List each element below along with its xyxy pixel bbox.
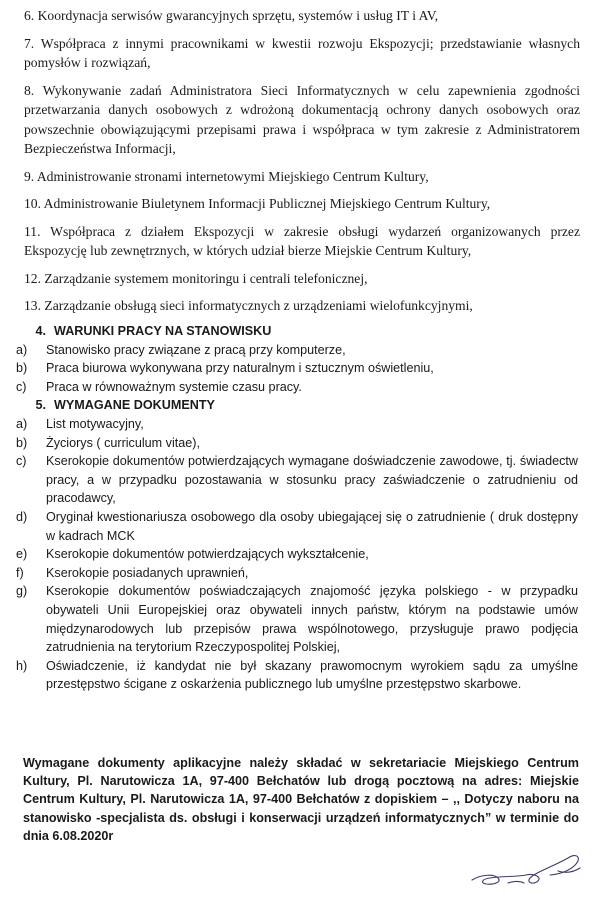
list-letter: c) xyxy=(16,379,27,394)
duty-item: 13. Zarządzanie obsługą sieci informatycznych z urządzeniami wielofunkcyjnymi, xyxy=(24,298,473,313)
list-letter: e) xyxy=(16,547,28,562)
list-letter: a) xyxy=(16,416,28,431)
section-heading-working-conditions xyxy=(16,322,578,341)
list-item xyxy=(16,582,578,656)
list-item xyxy=(16,434,578,453)
handwritten-signature-icon xyxy=(468,844,586,898)
duty-item: 9. Administrowanie stronami internetowymi Miejskiego Centrum Kultury, xyxy=(24,168,429,184)
list-text: Oryginał kwestionariusza osobowego dla osoby ubiegającej się o zatrudnienie ( druk dostępny w kadrach MCK xyxy=(46,509,578,543)
list-text: Stanowisko pracy związane z pracą przy komputerze, xyxy=(46,342,346,357)
list-letter: b) xyxy=(16,435,28,450)
list-item xyxy=(16,545,578,564)
section-heading-required-documents xyxy=(16,396,578,415)
section-title: WARUNKI PRACY NA STANOWISKU xyxy=(54,324,272,338)
list-item xyxy=(16,657,578,694)
list-text: List motywacyjny, xyxy=(46,416,144,431)
duty-item: 8. Wykonywanie zadań Administratora Sieci Informatycznych w celu zapewnienia zgodności przetwarzania danych osobowych z wdrożoną dokumentacją ochrony danych osobowych oraz powszechnie obowiązującymi przepisami prawa i współpraca w tym zakresie z Administratorem Bezpieczeństwa Informacji, xyxy=(24,82,580,156)
list-letter: b) xyxy=(16,361,28,376)
list-text: Praca biurowa wykonywana przy naturalnym i sztucznym oświetleniu, xyxy=(46,361,434,376)
submission-instructions: Wymagane dokumenty aplikacyjne należy składać w sekretariacie Miejskiego Centrum Kultury, Pl. Narutowicza 1A, 97-400 Bełchatów lub drogą pocztową na adres: Miejskie Centrum Kultury, Pl. Narutowicza 1A, 97-400 Bełchatów z dopiskiem – ,, Dotyczy naboru na stanowisko -specjalista ds. obsługi i konserwacji urządzeń informatycznych” w terminie do dnia 6.08.2020r xyxy=(23,755,579,844)
list-text: Kserokopie dokumentów potwierdzających wykształcenie, xyxy=(46,547,369,562)
section-number: 5. xyxy=(35,398,46,413)
duty-item: 6. Koordynacja serwisów gwarancyjnych sprzętu, systemów i usług IT i AV, xyxy=(24,8,439,23)
list-letter: h) xyxy=(16,658,28,673)
list-text: Oświadczenie, iż kandydat nie był skazany prawomocnym wyrokiem sądu za umyślne przestępstwo ścigane z oskarżenia publicznego lub umyślne przestępstwo skarbowe. xyxy=(46,658,578,692)
duty-item: 12. Zarządzanie systemem monitoringu i centrali telefonicznej, xyxy=(24,270,368,286)
list-text: Kserokopie posiadanych uprawnień, xyxy=(46,565,249,580)
list-letter: g) xyxy=(16,584,28,599)
list-item xyxy=(16,341,578,360)
section-title: WYMAGANE DOKUMENTY xyxy=(54,398,215,413)
list-item xyxy=(16,415,578,434)
duty-item: 7. Współpraca z innymi pracownikami w kwestii rozwoju Ekspozycji; przedstawianie własnych pomysłów i rozwiązań, xyxy=(24,35,580,70)
requirements-sections xyxy=(16,322,578,694)
list-text: Życiorys ( curriculum vitae), xyxy=(46,435,200,450)
list-letter: d) xyxy=(16,509,28,524)
list-text: Kserokopie dokumentów potwierdzających wymagane doświadczenie zawodowe, tj. świadectw pracy, a w przypadku pozostawania w stosunku pracy zaświadczenie o zatrudnieniu od pracodawcy, xyxy=(46,454,578,506)
list-letter: c) xyxy=(16,454,27,469)
list-item xyxy=(16,508,578,545)
list-item xyxy=(16,564,578,583)
duties-list xyxy=(24,6,580,316)
duty-item: 10. Administrowanie Biuletynem Informacji Publicznej Miejskiego Centrum Kultury, xyxy=(24,196,491,211)
section-number: 4. xyxy=(35,324,46,338)
list-letter: f) xyxy=(16,565,24,580)
list-item xyxy=(16,359,578,378)
list-letter: a) xyxy=(16,342,28,357)
list-item xyxy=(16,452,578,508)
list-text: Kserokopie dokumentów poświadczających znajomość języka polskiego - w przypadku obywateli Unii Europejskiej oraz obywateli innych państw, którym na podstawie umów międzynarodowych lub przepisów prawa wspólnotowego, przysługuje prawo podjęcia zatrudnienia na terytorium Rzeczypospolitej Polskiej, xyxy=(46,584,578,655)
duty-item: 11. Współpraca z działem Ekspozycji w zakresie obsługi wydarzeń organizowanych przez Ekspozycję lub zewnętrznych, w których udział bierze Miejskie Centrum Kultury, xyxy=(24,223,580,258)
list-item xyxy=(16,378,578,397)
list-text: Praca w równoważnym systemie czasu pracy. xyxy=(46,379,302,394)
